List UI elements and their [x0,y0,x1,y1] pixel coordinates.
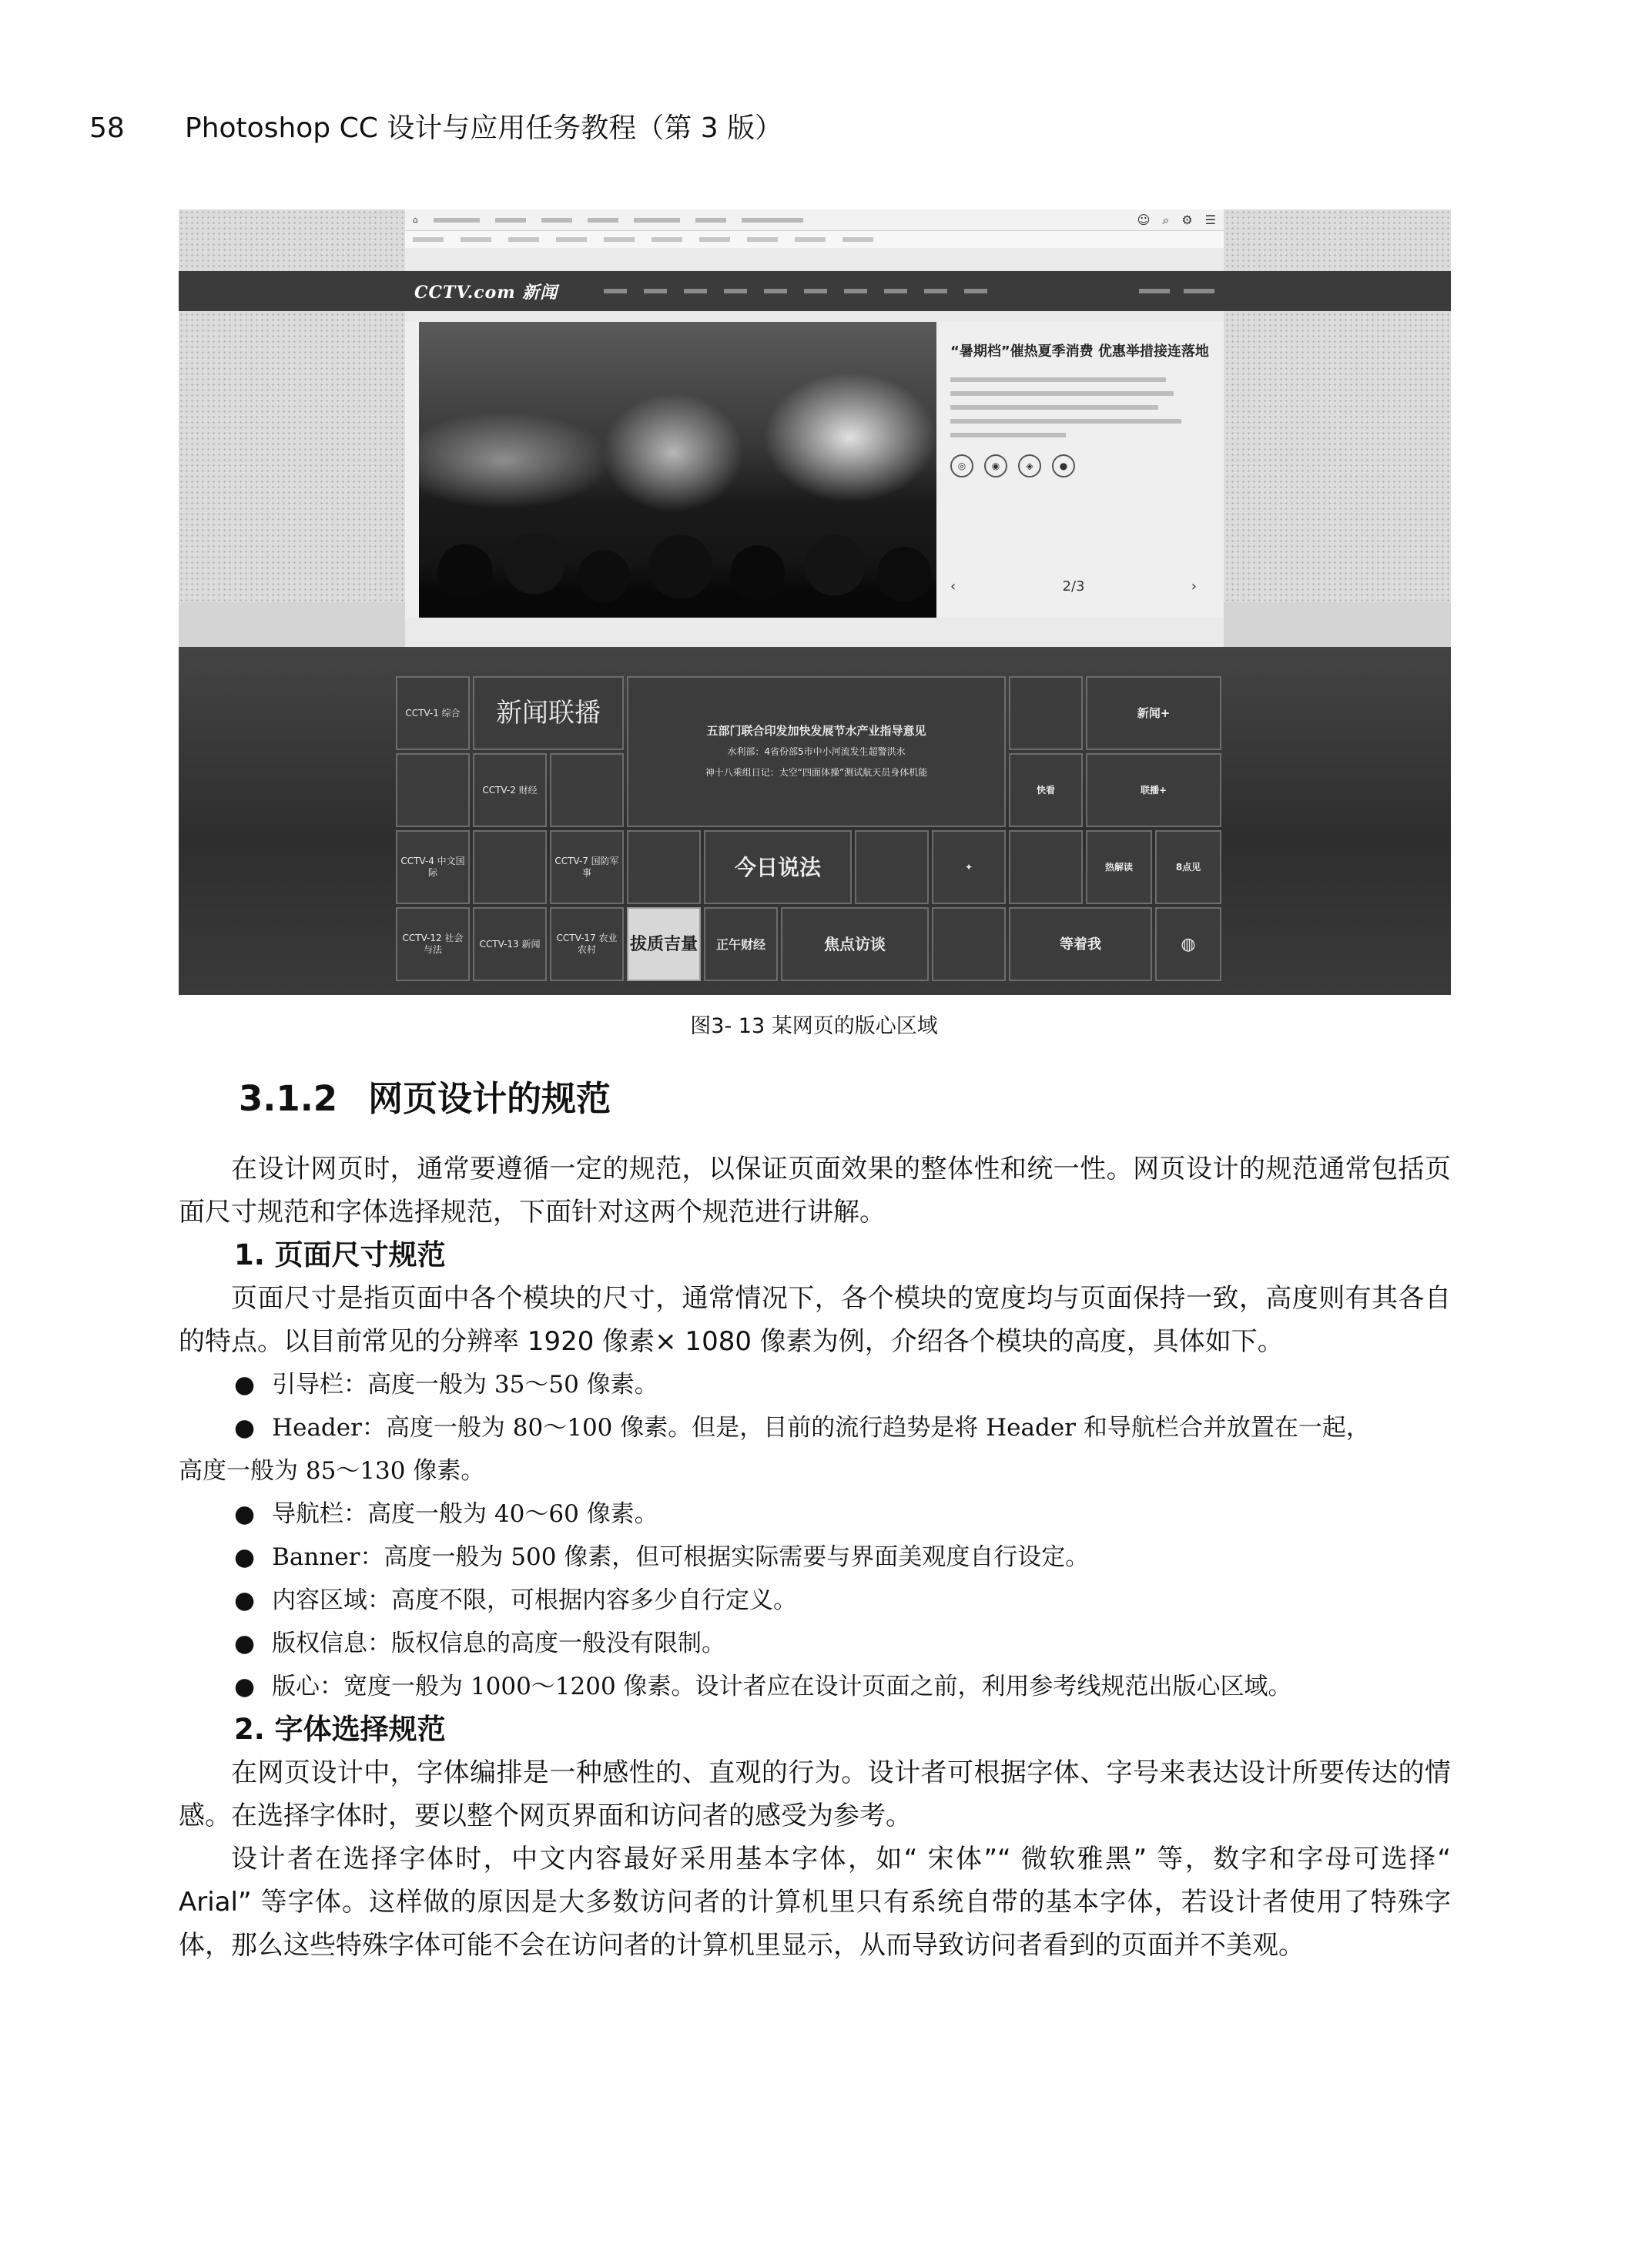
prev-arrow-icon: ‹ [950,578,956,595]
font-paragraph-1 [179,1751,1451,1838]
figure-screenshot [179,209,1451,995]
bullet-text: 引导栏：高度一般为 35～50 像素。 [272,1371,658,1399]
tile-program-logo: ✦ [932,830,1006,904]
bullet-header-cont [179,1449,1451,1492]
bullet-text: 导航栏：高度一般为 40～60 像素。 [272,1500,658,1528]
banner-text [950,340,1212,610]
tile-blank-5 [627,830,701,904]
section-number: 3.1.2 [239,1078,338,1119]
tile-cctv2: CCTV-2 财经 [473,753,547,827]
bullet-text: Header：高度一般为 80～100 像素。但是，目前的流行趋势是将 Header 和导航栏合并放置在一起， [272,1414,1370,1442]
link-icon: ◈ [1018,454,1041,477]
tile-blank-6 [855,830,929,904]
paragraph-page-size: 页面尺寸是指页面中各个模块的尺寸，通常情况下，各个模块的宽度均与页面保持一致，高度则有其各自的特点。以目前常见的分辨率 1920 像素× 1080 像素为例，介绍各个模块的高度，具体如下。 [179,1283,1451,1357]
headline-line-2: 神十八乘组日记：太空“四面体操”测试航天员身体机能 [705,766,928,778]
tile-blank-4 [473,830,547,904]
user-icon: ☺ [1137,212,1151,227]
bullet-text: 版权信息：版权信息的高度一般没有限制。 [272,1630,726,1657]
bullet-header: ● Header：高度一般为 80～100 像素。但是，目前的流行趋势是将 Header 和导航栏合并放置在一起， [234,1414,1370,1442]
section-heading [239,1070,611,1121]
banner-title: “暑期档”催热夏季消费 优惠举措接连落地 [950,343,1209,360]
section-title: 网页设计的规范 [368,1078,611,1119]
tile-kuaikan: 快看 [1009,753,1083,827]
banner-image [419,322,936,618]
channel-tile-grid [396,676,1221,987]
wechat-icon: ◎ [950,454,973,477]
tile-xinwenlianbo: 新闻联播 [473,676,624,750]
navigation-bar [179,271,1451,311]
tile-cctv4: CCTV-4 中文国际 [396,830,470,904]
tile-blank-1 [1009,676,1083,750]
tile-rejiedu: 热解读 [1086,830,1152,904]
tile-cctv17: CCTV-17 农业农村 [550,907,624,981]
page-size-paragraph [179,1277,1451,1363]
subheading-page-size: 1. 页面尺寸规范 [234,1238,446,1271]
next-arrow-icon: › [1191,578,1197,595]
sub-navigation-bar [405,231,1224,248]
tile-dengzhewo: 等着我 [1009,907,1152,981]
tile-jinrishuofa: 今日说法 [704,830,852,904]
menu-icon: ☰ [1204,212,1216,227]
figure-caption: 图3- 13 某网页的版心区域 [690,1014,938,1038]
tile-zhengwucaijing: 正午财经 [704,907,778,981]
tile-badianjian: 8点见 [1155,830,1221,904]
utility-bar [405,209,1224,231]
pager-count: 2/3 [1062,578,1085,595]
bullet-text: 内容区域：高度不限，可根据内容多少自行定义。 [272,1586,798,1614]
banner-description [950,377,1212,437]
bullet-text: 版心：宽度一般为 1000～1200 像素。设计者应在设计页面之前，利用参考线规范出版心区域。 [272,1673,1292,1700]
tile-blank-7 [1009,830,1083,904]
tile-lianbo-plus: 联播+ [1086,753,1221,827]
bullet-copyright: ● 版权信息：版权信息的高度一般没有限制。 [234,1630,726,1657]
search-icon: ⌕ [1162,212,1170,227]
tile-cctv1: CCTV-1 综合 [396,676,470,750]
book-title: Photoshop CC 设计与应用任务教程（第 3 版） [185,112,783,144]
banner [405,322,1224,618]
bullet-layout-core: ● 版心：宽度一般为 1000～1200 像素。设计者应在设计页面之前，利用参考线规范出版心区域。 [234,1673,1292,1700]
headline-title: 五部门联合印发加快发展节水产业指导意见 [706,723,926,738]
nav-items [604,289,987,293]
tile-xinwen-plus: 新闻+ [1086,676,1221,750]
intro-paragraph [179,1147,1451,1234]
share-icons [950,454,1212,477]
tile-cctv13: CCTV-13 新闻 [473,907,547,981]
running-header [89,109,782,148]
paragraph-intro: 在设计网页时，通常要遵循一定的规范，以保证页面效果的整体性和统一性。网页设计的规范通常包括页面尺寸规范和字体选择规范，下面针对这两个规范进行讲解。 [179,1154,1451,1228]
qq-icon: ● [1052,454,1075,477]
site-logo: CCTV.com 新闻 [414,282,558,303]
bullet-content-area: ● 内容区域：高度不限，可根据内容多少自行定义。 [234,1586,798,1614]
tile-bazhijiliang: 拔质吉量 [627,907,701,981]
bullet-banner: ● Banner：高度一般为 500 像素，但可根据实际需要与界面美观度自行设定。 [234,1543,1090,1571]
tile-cctv7: CCTV-7 国防军事 [550,830,624,904]
banner-pager [950,578,1197,595]
settings-icon: ⚙ [1181,212,1193,227]
tile-blank-8 [932,907,1006,981]
bullet-guide-bar: ● 引导栏：高度一般为 35～50 像素。 [234,1371,658,1399]
tile-headline-news [627,676,1006,827]
subheading-font-choice: 2. 字体选择规范 [234,1713,446,1746]
paragraph-font-1: 在网页设计中，字体编排是一种感性的、直观的行为。设计者可根据字体、字号来表达设计所要传达的情感。在选择字体时，要以整个网页界面和访问者的感受为参考。 [179,1757,1451,1831]
headline-line-1: 水利部：4省份部5市中小河流发生超警洪水 [727,745,906,757]
tile-blank-2 [396,753,470,827]
bullet-text: Banner：高度一般为 500 像素，但可根据实际需要与界面美观度自行设定。 [272,1543,1090,1571]
font-paragraph-2 [179,1838,1451,1967]
tile-cctv12: CCTV-12 社会与法 [396,907,470,981]
weibo-icon: ◉ [984,454,1007,477]
bullet-text: 高度一般为 85～130 像素。 [179,1457,485,1485]
tile-globe-icon: ◍ [1155,907,1221,981]
home-icon: ⌂ [413,215,418,225]
tile-jiaodianfangtan: 焦点访谈 [781,907,929,981]
paragraph-font-2: 设计者在选择字体时，中文内容最好采用基本字体，如“ 宋体”“ 微软雅黑” 等，数字和字母可选择“ Arial” 等字体。这样做的原因是大多数访问者的计算机里只有系统自带的基本字体，若设计者使用了特殊字体，那么这些特殊字体可能不会在访问者的计算机里显示，从而导致访问者看到的页面并不美观。 [179,1844,1451,1961]
bullet-nav-bar: ● 导航栏：高度一般为 40～60 像素。 [234,1500,658,1528]
tile-blank-3 [550,753,624,827]
page-number: 58 [89,112,125,144]
webpage-mockup [405,209,1224,647]
